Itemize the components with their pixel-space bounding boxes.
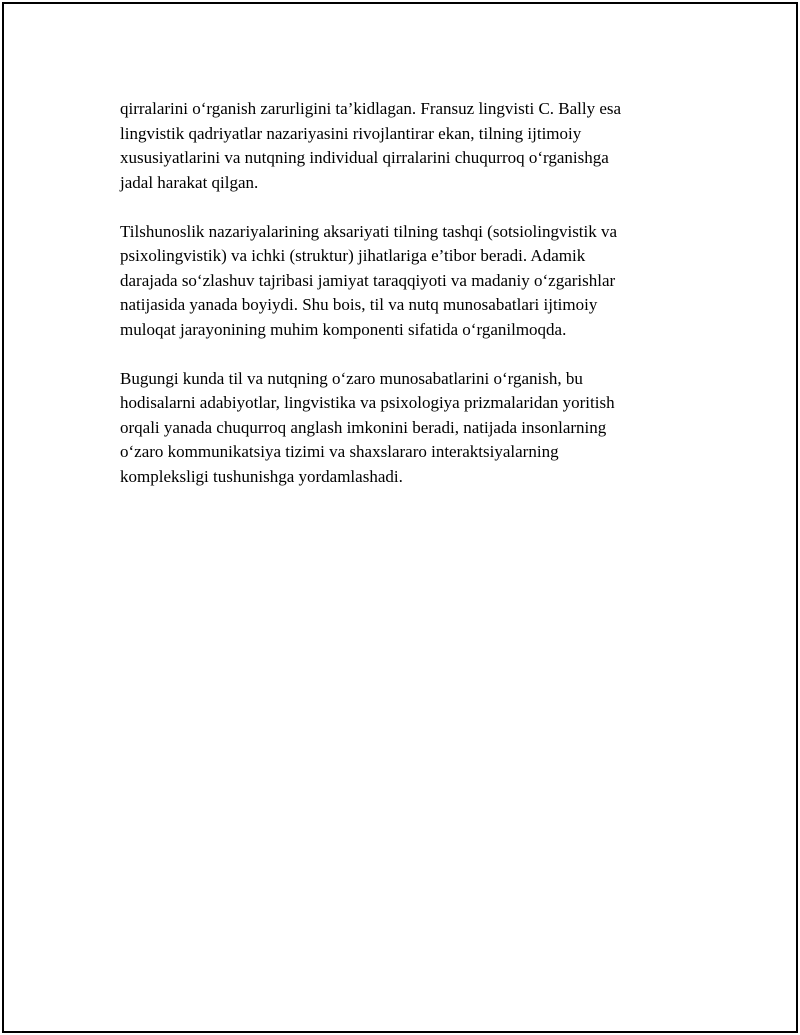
page-frame: [2, 2, 798, 1033]
paragraph-3: [120, 367, 680, 490]
text-line: kompleksligi tushunishga yordamlashadi.: [120, 466, 403, 486]
text-line: xususiyatlarini va nutqning individual qirralarini chuqurroq o‘rganishga: [120, 148, 609, 167]
text-line: o‘zaro kommunikatsiya tizimi va shaxslararo interaktsiyalarning: [120, 442, 559, 461]
text-line: natijasida yanada boyiydi. Shu bois, til va nutq munosabatlari ijtimoiy: [120, 295, 598, 314]
text-line: jadal harakat qilgan.: [120, 172, 259, 192]
text-line: Tilshunoslik nazariyalarining aksariyati tilning tashqi (sotsiolingvistik va: [120, 221, 618, 241]
document-body: [120, 97, 680, 514]
text-line: orqali yanada chuqurroq anglash imkonini beradi, natijada insonlarning: [120, 417, 607, 437]
text-line: lingvistik qadriyatlar nazariyasini rivojlantirar ekan, tilning ijtimoiy: [120, 123, 582, 143]
text-line: darajada so‘zlashuv tajribasi jamiyat taraqqiyoti va madaniy o‘zgarishlar: [120, 270, 616, 290]
text-line: Bugungi kunda til va nutqning o‘zaro munosabatlarini o‘rganish, bu: [120, 368, 583, 388]
text-line: hodisalarni adabiyotlar, lingvistika va psixologiya prizmalaridan yoritish: [120, 393, 615, 412]
paragraph-1: [120, 97, 680, 195]
text-line: muloqat jarayonining muhim komponenti sifatida o‘rganilmoqda.: [120, 319, 567, 339]
paragraph-2: [120, 220, 680, 343]
text-line: qirralarini o‘rganish zarurligini ta’kidlagan. Fransuz lingvisti C. Bally esa: [120, 99, 622, 118]
text-line: psixolingvistik) va ichki (struktur) jihatlariga e’tibor beradi. Adamik: [120, 246, 586, 265]
